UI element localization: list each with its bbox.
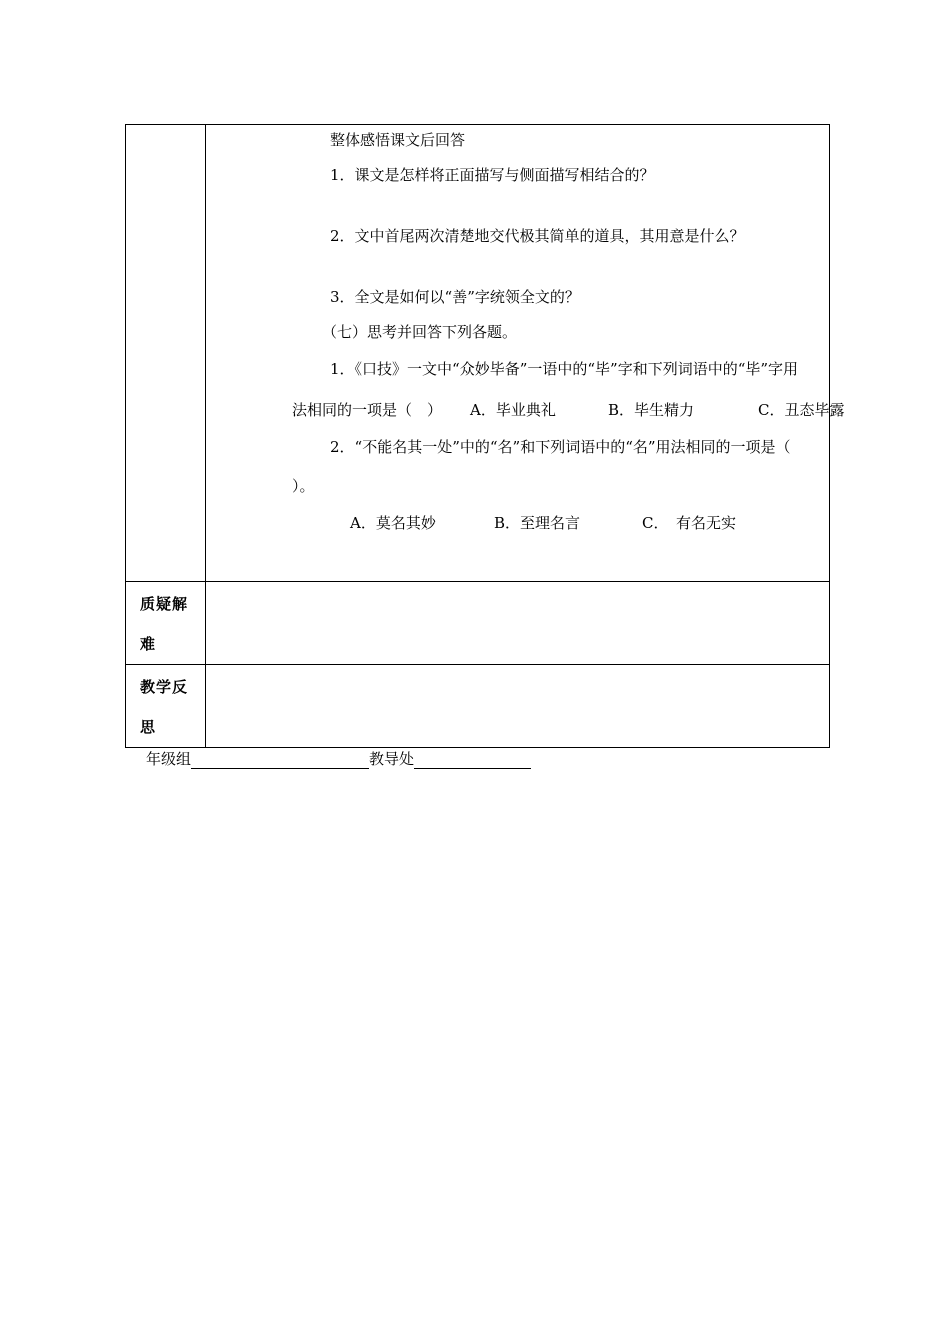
section-7-question-2-line-2: ）。 [292, 477, 315, 495]
option-b: B．毕生精力 [608, 401, 695, 419]
reflection-label-cell [126, 665, 206, 748]
section-heading: 整体感悟课文后回答 [330, 131, 466, 149]
option-b: B．至理名言 [494, 514, 581, 532]
reflection-label: 教学反思 [140, 678, 189, 736]
question-1: 1．课文是怎样将正面描写与侧面描写相结合的？ [330, 166, 655, 184]
option-c: C． 有名无实 [642, 514, 736, 532]
section-7-question-1-prompt: 法相同的一项是（ ） [292, 401, 443, 419]
exercise-content-cell [206, 125, 845, 582]
option-c: C．丑态毕露 [758, 401, 845, 419]
section-7-question-1-line-1: 1．《口技》一文中“众妙毕备”一语中的“毕”字和下列词语中的“毕”字用 [330, 360, 799, 378]
grade-group-label: 年级组 [146, 750, 192, 768]
questions-label-cell [126, 582, 206, 665]
academic-office-blank [414, 752, 531, 769]
section-7-question-1-line-2 [292, 399, 845, 420]
section-7-heading: （七）思考并回答下列各题。 [322, 323, 518, 341]
grade-group-blank [191, 752, 369, 769]
option-a: A．毕业典礼 [470, 401, 556, 419]
questions-content-cell [206, 582, 830, 665]
question-3: 3．全文是如何以“善”字统领全文的？ [330, 288, 580, 306]
option-a: A．莫名其妙 [350, 514, 436, 532]
question-2: 2．文中首尾两次清楚地交代极其简单的道具，其用意是什么？ [330, 227, 745, 245]
reflection-row [126, 665, 830, 748]
exercise-row [126, 125, 830, 582]
questions-row [126, 582, 830, 665]
reflection-content-cell [206, 665, 830, 748]
section-7-question-2-line-1: 2．“不能名其一处”中的“名”和下列词语中的“名”用法相同的一项是（ [330, 438, 791, 456]
exercise-row-label-cell [126, 125, 206, 582]
lesson-plan-table [125, 124, 845, 748]
academic-office-label: 教导处 [369, 750, 415, 768]
questions-label: 质疑解难 [140, 595, 189, 653]
signature-footer [146, 748, 531, 769]
